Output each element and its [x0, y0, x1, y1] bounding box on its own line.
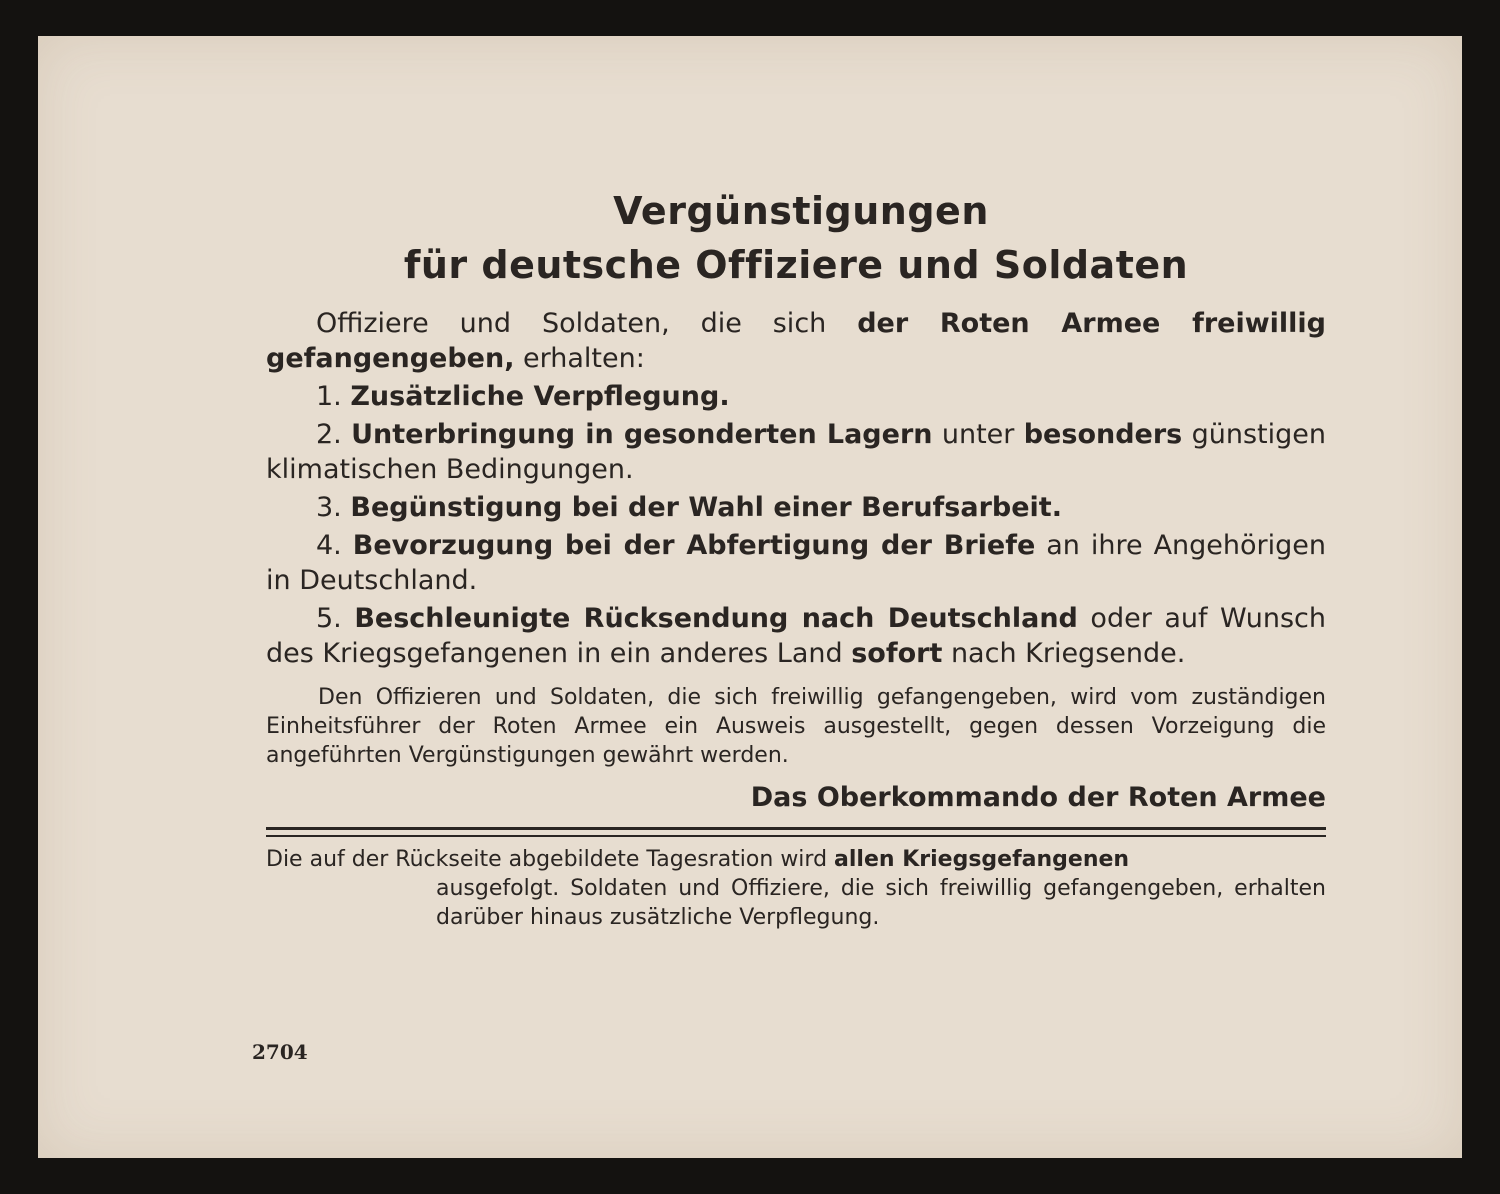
item-mid: unter [932, 419, 1024, 450]
item-bold: Bevorzugung bei der Abfertigung der Briefe [352, 530, 1036, 561]
item-rest: günstigen klimatischen Bedingungen. [266, 419, 1326, 485]
item-mid: oder auf Wunsch des Kriegsgefangenen in ein anderes Land [266, 603, 1327, 669]
list-item [266, 417, 1326, 487]
item-rest: nach Kriegsende. [942, 638, 1186, 669]
list-item [266, 379, 1326, 414]
signature: Das Oberkommando der Roten Armee [750, 782, 1326, 813]
footnote [266, 845, 1326, 932]
intro-bold: der Roten Armee freiwillig gefangengeben, [266, 308, 1326, 374]
intro-paragraph [266, 306, 1326, 376]
intro-text-1: Offiziere und Soldaten, die sich [316, 308, 858, 339]
leaflet-content [266, 186, 1326, 932]
item-number: 2. [316, 419, 342, 450]
item-number: 5. [316, 603, 342, 634]
item-bold-2: besonders [1023, 419, 1183, 450]
footnote-rest: ausgefolgt. Soldaten und Offiziere, die sich freiwillig gefangengeben, erhalten darüber hinaus zusätzliche Verpflegung. [436, 876, 1326, 930]
item-number: 3. [316, 492, 342, 523]
item-number: 1. [316, 381, 342, 412]
title-line-2: für deutsche Offiziere und Soldaten [403, 243, 1189, 287]
item-rest: an ihre Angehörigen in Deutschland. [266, 530, 1326, 596]
item-bold: Zusätzliche Verpflegung. [350, 381, 730, 412]
item-bold-2: sofort [851, 638, 943, 669]
leaflet-sheet [38, 36, 1462, 1158]
list-item [266, 601, 1326, 671]
list-item [266, 490, 1326, 525]
footnote-text-a: Die auf der Rückseite abgebildete Tagesration wird [266, 847, 835, 872]
item-bold: Beschleunigte Rücksendung nach Deutschland [354, 603, 1078, 634]
item-bold: Unterbringung in gesonderten Lagern [351, 419, 933, 450]
intro-text-2: erhalten: [514, 343, 645, 374]
footnote-bold: allen Kriegsgefangenen [834, 847, 1130, 872]
item-bold: Begünstigung bei der Wahl einer Berufsarbeit. [350, 492, 1062, 523]
list-item [266, 528, 1326, 598]
footnote-line-1 [266, 845, 1326, 874]
notice-paragraph: Den Offizieren und Soldaten, die sich freiwillig gefangengeben, wird vom zuständigen Einheitsführer der Roten Armee ein Ausweis ausgestellt, gegen dessen Vorzeigung die angeführten Vergünstigungen gewährt werden. [266, 685, 1326, 768]
print-code: 2704 [252, 1040, 308, 1064]
item-number: 4. [316, 530, 342, 561]
double-rule-divider [266, 827, 1326, 837]
title-line-1: Vergünstigungen [613, 189, 989, 233]
